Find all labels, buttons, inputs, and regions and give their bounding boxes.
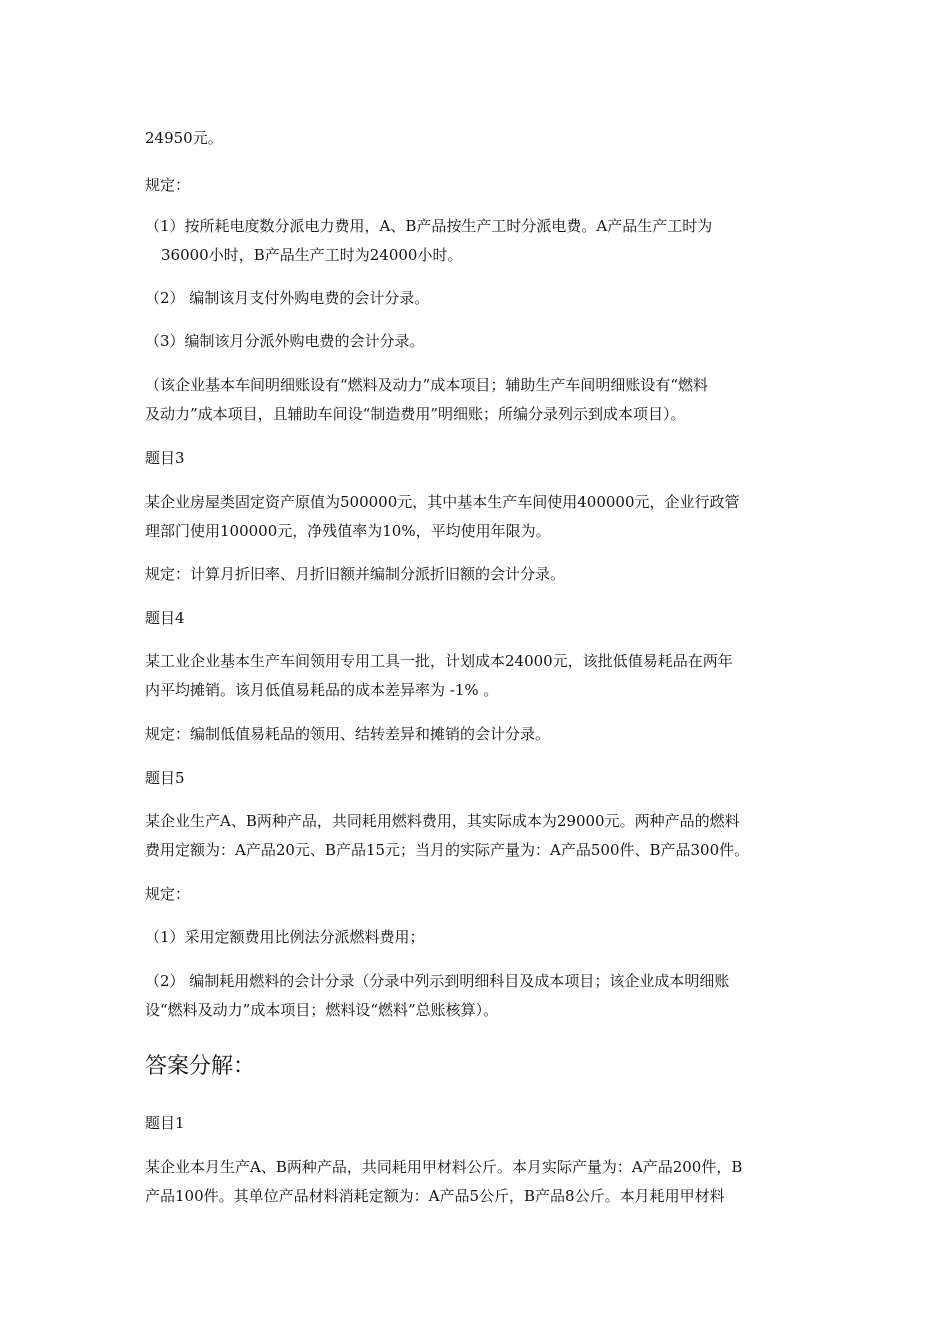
- text-line: 规定：编制低值易耗品的领用、结转差异和摊销的会计分录。: [145, 725, 551, 743]
- text-line: 规定：: [145, 885, 191, 903]
- question-title: 题目1: [145, 1114, 185, 1132]
- text-line: 内平均摊销。该月低值易耗品的成本差异率为 -1% 。: [145, 681, 499, 699]
- text-line: 24950元。: [145, 129, 223, 147]
- text-line: 36000小时，B产品生产工时为24000小时。: [161, 246, 463, 264]
- text-line: 设“燃料及动力”成本项目；燃料设“燃料”总账核算）。: [145, 1001, 499, 1019]
- text-line: 理部门使用100000元，净残值率为10%，平均使用年限为。: [145, 522, 551, 540]
- text-line: 某企业房屋类固定资产原值为500000元，其中基本生产车间使用400000元，企业行政管: [145, 493, 740, 511]
- question-title: 题目4: [145, 609, 185, 627]
- text-line: （1）采用定额费用比例法分派燃料费用；: [145, 928, 425, 946]
- text-line: （2） 编制该月支付外购电费的会计分录。: [145, 289, 430, 307]
- text-line: 某企业生产A、B两种产品，共同耗用燃料费用，其实际成本为29000元。两种产品的燃料: [145, 812, 740, 830]
- text-line: 产品100件。其单位产品材料消耗定额为：A产品5公斤，B产品8公斤。本月耗用甲材料: [145, 1187, 725, 1205]
- text-line: （1）按所耗电度数分派电力费用，A、B产品按生产工时分派电费。A产品生产工时为: [145, 217, 713, 235]
- text-line: 规定：计算月折旧率、月折旧额并编制分派折旧额的会计分录。: [145, 565, 566, 583]
- text-line: 某企业本月生产A、B两种产品，共同耗用甲材料公斤。本月实际产量为：A产品200件，B: [145, 1158, 743, 1176]
- text-line: （该企业基本车间明细账设有“燃料及动力”成本项目；辅助生产车间明细账设有“燃料: [145, 376, 709, 394]
- text-line: 费用定额为：A产品20元、B产品15元；当月的实际产量为：A产品500件、B产品300件。: [145, 841, 750, 859]
- text-line: （2） 编制耗用燃料的会计分录（分录中列示到明细科目及成本项目；该企业成本明细账: [145, 972, 730, 990]
- question-title: 题目5: [145, 769, 185, 787]
- text-line: 某工业企业基本生产车间领用专用工具一批，计划成本24000元，该批低值易耗品在两年: [145, 652, 733, 670]
- section-heading: 答案分解：: [145, 1054, 256, 1079]
- question-title: 题目3: [145, 449, 185, 467]
- text-line: 规定：: [145, 176, 191, 194]
- text-line: （3）编制该月分派外购电费的会计分录。: [145, 332, 425, 350]
- text-line: 及动力”成本项目，且辅助车间设“制造费用”明细账；所编分录列示到成本项目）。: [145, 405, 686, 423]
